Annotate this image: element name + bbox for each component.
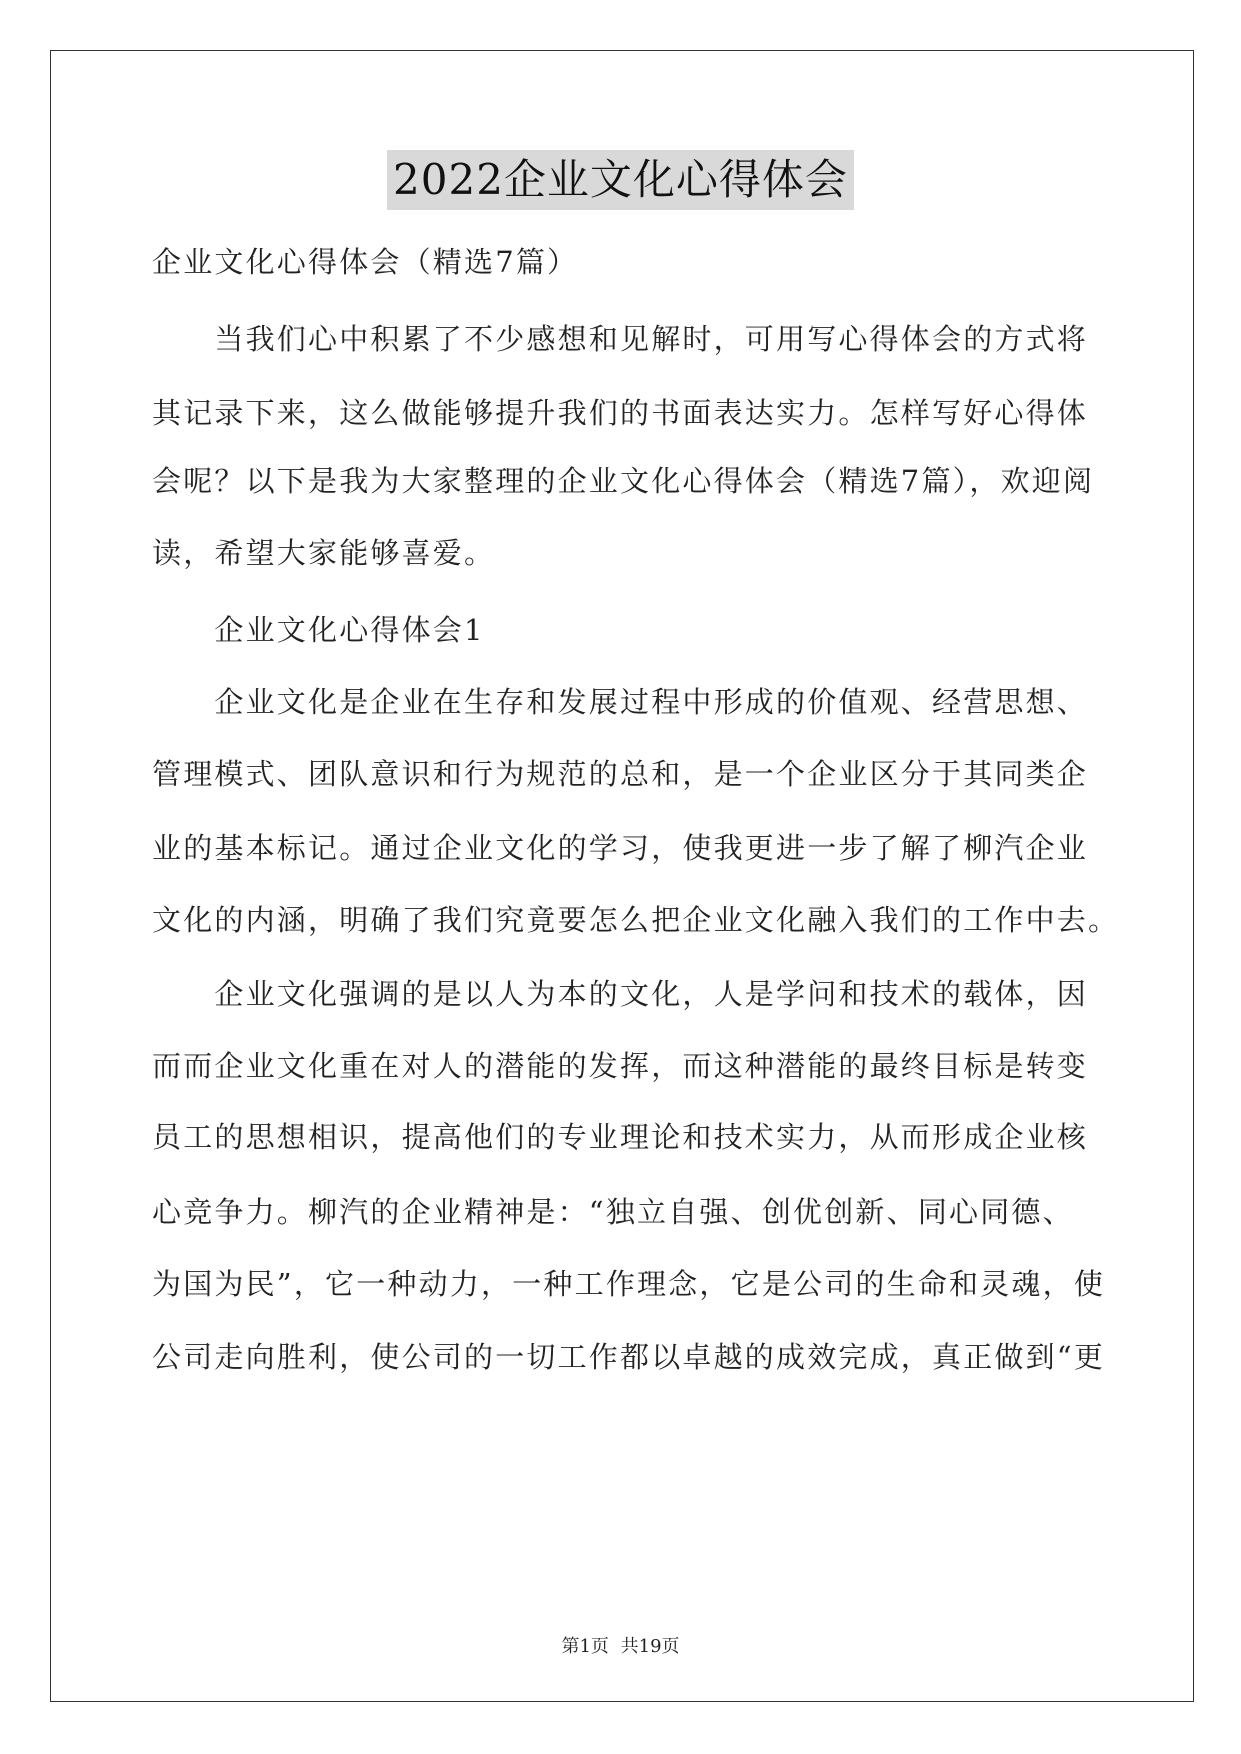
- total-pages: 共19页: [620, 1636, 680, 1657]
- body-line: 而而企业文化重在对人的潜能的发挥，而这种潜能的最终目标是转变: [152, 1049, 1089, 1083]
- body-line: 文化的内涵，明确了我们究竟要怎么把企业文化融入我们的工作中去。: [152, 903, 1120, 937]
- body-line: 公司走向胜利，使公司的一切工作都以卓越的成效完成，真正做到“更: [152, 1340, 1106, 1374]
- body-line: 当我们心中积累了不少感想和见解时，可用写心得体会的方式将: [152, 322, 1089, 356]
- body-line: 读，希望大家能够喜爱。: [152, 536, 496, 570]
- body-line: 会呢？以下是我为大家整理的企业文化心得体会（精选7篇），欢迎阅: [152, 464, 1095, 498]
- body-line: 员工的思想相识，提高他们的专业理论和技术实力，从而形成企业核: [152, 1120, 1089, 1154]
- page-number: 第1页: [561, 1636, 609, 1657]
- body-line: 企业文化是企业在生存和发展过程中形成的价值观、经营思想、: [152, 685, 1089, 719]
- title-container: [0, 150, 1241, 210]
- page-border: [50, 50, 1194, 1702]
- body-line: 为国为民”，它一种动力，一种工作理念，它是公司的生命和灵魂，使: [152, 1267, 1106, 1301]
- section-heading: 企业文化心得体会1: [152, 613, 485, 647]
- document-title: 2022企业文化心得体会: [387, 150, 854, 210]
- body-line: 企业文化强调的是以人为本的文化，人是学问和技术的载体，因: [152, 977, 1089, 1011]
- body-line: 业的基本标记。通过企业文化的学习，使我更进一步了解了柳汽企业: [152, 831, 1089, 865]
- body-line: 其记录下来，这么做能够提升我们的书面表达实力。怎样写好心得体: [152, 396, 1089, 430]
- document-subtitle: 企业文化心得体会（精选7篇）: [152, 245, 579, 279]
- body-line: 管理模式、团队意识和行为规范的总和，是一个企业区分于其同类企: [152, 757, 1089, 791]
- page-footer: [0, 1632, 1241, 1658]
- body-line: 心竞争力。柳汽的企业精神是：“独立自强、创优创新、同心同德、: [152, 1195, 1074, 1229]
